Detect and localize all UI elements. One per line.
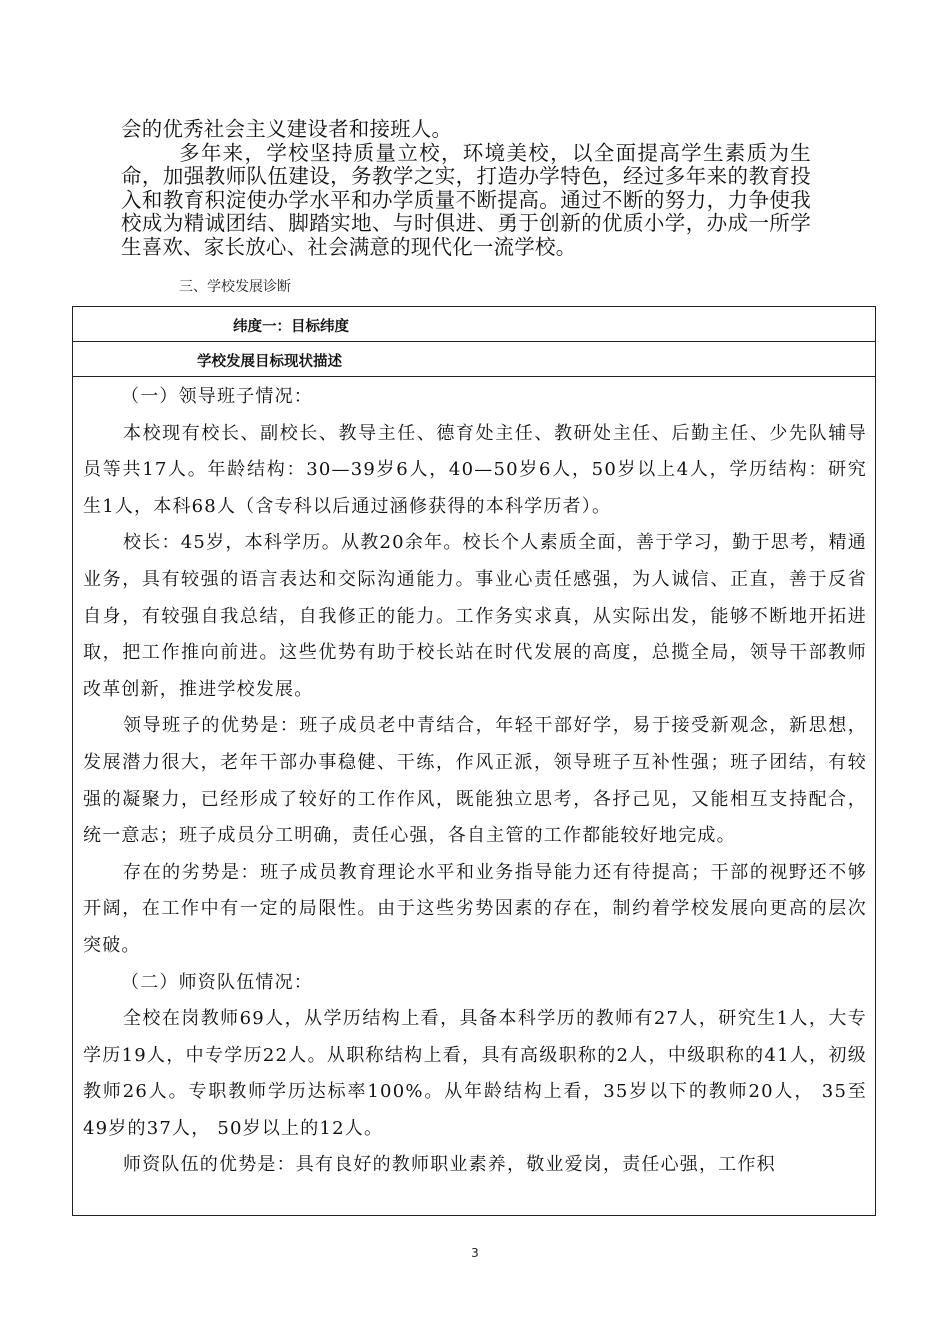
paragraph-leadership-weaknesses: 存在的劣势是：班子成员教育理论水平和业务指导能力还有待提高；干部的视野还不够开阔，在工作中有一定的局限性。由于这些劣势因素的存在，制约着学校发展向更高的层次突破。 [83,861,867,956]
intro-paragraph-2: 多年来，学校坚持质量立校，环境美校，以全面提高学生素质为生命，加强教师队伍建设，务教学之实，打造办学特色，经过多年来的教育投入和教育积淀使办学水平和办学质量不断提高。通过不断的努力，力争使我校成为精诚团结、脚踏实地、与时俱进、勇于创新的优质小学，办成一所学生喜欢、家长放心、社会满意的现代化一流学校。 [121,140,811,259]
subheading-teachers: （二）师资队伍情况： [121,971,313,993]
section-heading: 三、学校发展诊断 [179,279,291,295]
paragraph-teacher-strengths: 师资队伍的优势是：具有良好的教师职业素养，敬业爱岗，责任心强，工作积 [123,1154,776,1176]
diagnosis-table [72,306,876,1216]
description-title: 学校发展目标现状描述 [197,354,342,370]
paragraph-leadership-strengths: 领导班子的优势是：班子成员老中青结合，年轻干部好学，易于接受新观念，新思想，发展潜力很大，老年干部办事稳健、干练，作风正派，领导班子互补性强；班子团结，有较强的凝聚力，已经形成了较好的工作作风，既能独立思考，各抒己见，又能相互支持配合，统一意志；班子成员分工明确，责任心强，各自主管的工作都能较好地完成。 [83,715,867,847]
subheading-leadership: （一）领导班子情况： [121,386,313,407]
description-content [73,377,875,1184]
dimension-title: 纬度一：目标纬度 [233,319,349,335]
paragraph-teacher-structure: 全校在岗教师69人，从学历结构上看，具备本科学历的教师有27人，研究生1人，大专学历19人，中专学历22人。从职称结构上看，具有高级职称的2人，中级职称的41人，初级教师26人。专职教师学历达标率100%。从年龄结构上看，35岁以下的教师20人， 35至49岁的37人， 50岁以上的12人。 [83,1008,867,1139]
paragraph-principal: 校长：45岁，本科学历。从教20余年。校长个人素质全面，善于学习，勤于思考，精通业务，具有较强的语言表达和交际沟通能力。事业心责任感强，为人诚信、正直，善于反省自身，有较强自我总结，自我修正的能力。工作务实求真，从实际出发，能够不断地开拓进取，把工作推向前进。这些优势有助于校长站在时代发展的高度，总揽全局，领导干部教师改革创新，推进学校发展。 [83,532,867,700]
paragraph-leadership-composition: 本校现有校长、副校长、教导主任、德育处主任、教研处主任、后勤主任、少先队辅导员等共17人。年龄结构：30—39岁6人，40—50岁6人，50岁以上4人，学历结构：研究生1人，本科68人（含专科以后通过涵修获得的本科学历者）。 [83,422,867,517]
description-row [73,342,875,377]
intro-paragraph-1: 会的优秀社会主义建设者和接班人。 [121,117,453,141]
intro-text [121,118,811,259]
page-number: 3 [471,1246,479,1260]
dimension-row [73,307,875,342]
